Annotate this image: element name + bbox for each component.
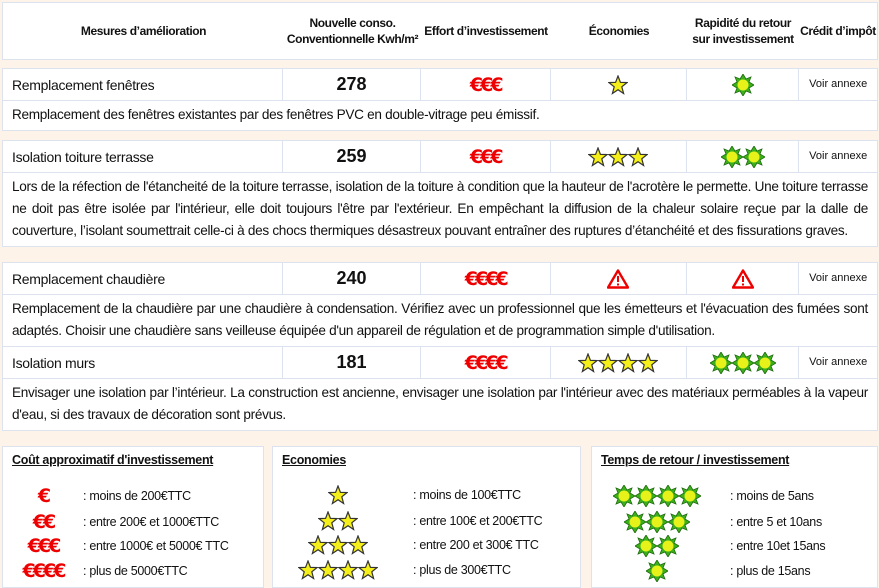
- table-row: [3, 69, 877, 101]
- sun-icon: [710, 352, 732, 374]
- return-rating: [687, 347, 799, 378]
- measure-title: Remplacement fenêtres: [3, 69, 283, 100]
- header-rapidite: Rapidité du retour sur investissement: [692, 16, 794, 46]
- legend-eco-title: Economies: [282, 453, 346, 467]
- warning-icon: [607, 269, 629, 289]
- star-icon: [588, 147, 608, 167]
- star-icon: [638, 353, 658, 373]
- economies-rating: [551, 347, 687, 378]
- sun-icon: [635, 485, 657, 507]
- header-conso: Nouvelle conso. Conventionnelle Kwh/m²: [286, 16, 419, 46]
- legend-cost: [2, 446, 264, 588]
- euro-effort-icon: €€€: [469, 145, 501, 168]
- sun-icon: [732, 74, 754, 96]
- star-icon: [318, 511, 338, 531]
- euro-icon: €€€€: [22, 560, 64, 582]
- credit-link[interactable]: Voir annexe: [809, 272, 868, 284]
- legend-text: : entre 100€ et 200€TTC: [413, 514, 543, 528]
- header-economies: Économies: [588, 24, 650, 38]
- sun-icon: [743, 146, 765, 168]
- header-measure: Mesures d’amélioration: [80, 24, 207, 38]
- return-rating: [687, 69, 799, 100]
- credit-link[interactable]: Voir annexe: [809, 150, 868, 162]
- euro-icon: €€: [32, 511, 54, 533]
- star-icon: [338, 511, 358, 531]
- star-icon: [298, 560, 318, 580]
- euro-effort-icon: €€€: [469, 73, 501, 96]
- header-credit: Crédit d’impôt: [800, 24, 876, 38]
- legend-economies: [272, 446, 581, 588]
- legend-text: : entre 5 et 10ans: [730, 515, 822, 529]
- legend-text: : moins de 200€TTC: [83, 489, 191, 503]
- legend-text: : entre 200€ et 1000€TTC: [83, 515, 219, 529]
- measure-description: Lors de la réfection de l'étancheité de la toiture terrasse, isolation de la toiture à condition que la hauteur de l'acrotère le permette. Une toiture terrasse ne doit pas être isolée par l'intérieur, elle doit toujours l'être par l'extérieur. En empêchant la diffusion de la chaleur solaire reçue par la dalle de couverture, l’isolant soumettrait celle-ci à des chocs thermiques désastreux pouvant entraîner des ruptures d’étanchéité et des fissurations graves.: [12, 179, 868, 238]
- sun-icon: [754, 352, 776, 374]
- credit-link[interactable]: Voir annexe: [809, 356, 868, 368]
- sun-icon: [657, 535, 679, 557]
- table-row: [3, 141, 877, 173]
- sun-icon: [635, 535, 657, 557]
- economies-rating: [551, 263, 687, 294]
- euro-effort-icon: €€€€: [464, 351, 506, 374]
- sun-icon: [679, 485, 701, 507]
- economies-rating: [551, 141, 687, 172]
- legend-text: : plus de 5000€TTC: [83, 564, 188, 578]
- measure-block: [2, 68, 878, 131]
- sun-icon: [613, 485, 635, 507]
- measure-title: Remplacement chaudière: [3, 263, 283, 294]
- warning-icon: [732, 269, 754, 289]
- legend-text: : moins de 100€TTC: [413, 488, 521, 502]
- legend-text: : plus de 15ans: [730, 564, 811, 578]
- legend-return-title: Temps de retour / investissement: [601, 453, 790, 467]
- credit-link[interactable]: Voir annexe: [809, 78, 868, 90]
- legend-text: : entre 1000€ et 5000€ TTC: [83, 539, 229, 553]
- measure-block: [2, 262, 878, 347]
- star-icon: [328, 485, 348, 505]
- star-icon: [338, 560, 358, 580]
- legend-return: [591, 446, 878, 588]
- sun-icon: [646, 560, 668, 582]
- euro-icon: €: [37, 485, 49, 507]
- sun-icon: [657, 485, 679, 507]
- conso-value: 240: [283, 263, 420, 294]
- star-icon: [318, 560, 338, 580]
- star-icon: [348, 535, 368, 555]
- table-row: [3, 263, 877, 295]
- star-icon: [358, 560, 378, 580]
- measure-description: Envisager une isolation par l’intérieur. La construction est ancienne, envisager une isolation par l'intérieur avec des matériaux perméables à la vapeur d'eau, si des travaux de décoration sont prévus.: [12, 385, 868, 422]
- star-icon: [578, 353, 598, 373]
- star-icon: [598, 353, 618, 373]
- conso-value: 278: [283, 69, 420, 100]
- economies-rating: [551, 69, 687, 100]
- legend-text: : moins de 5ans: [730, 489, 814, 503]
- return-rating: [687, 263, 799, 294]
- star-icon: [608, 147, 628, 167]
- sun-icon: [646, 511, 668, 533]
- star-icon: [618, 353, 638, 373]
- legend-text: : entre 200 et 300€ TTC: [413, 538, 539, 552]
- star-icon: [628, 147, 648, 167]
- sun-icon: [624, 511, 646, 533]
- conso-value: 181: [283, 347, 420, 378]
- legend-text: : plus de 300€TTC: [413, 563, 511, 577]
- sun-icon: [668, 511, 690, 533]
- return-rating: [687, 141, 799, 172]
- legend-cost-title: Coût approximatif d'investissement: [12, 453, 214, 467]
- star-icon: [308, 535, 328, 555]
- header-effort: Effort d’investissement: [424, 24, 548, 38]
- star-icon: [608, 75, 628, 95]
- sun-icon: [732, 352, 754, 374]
- measure-description: Remplacement des fenêtres existantes par des fenêtres PVC en double-vitrage peu émissif.: [12, 107, 540, 122]
- measure-title: Isolation murs: [3, 347, 283, 378]
- table-row: [3, 347, 877, 379]
- measure-title: Isolation toiture terrasse: [3, 141, 283, 172]
- conso-value: 259: [283, 141, 420, 172]
- euro-icon: €€€: [27, 535, 59, 557]
- star-icon: [328, 535, 348, 555]
- euro-effort-icon: €€€€: [464, 267, 506, 290]
- table-header: [2, 2, 878, 60]
- sun-icon: [721, 146, 743, 168]
- measure-block: [2, 140, 878, 247]
- legend-text: : entre 10et 15ans: [730, 539, 826, 553]
- measure-block: [2, 346, 878, 431]
- measure-description: Remplacement de la chaudière par une chaudière à condensation. Vérifiez avec un professionnel que les émetteurs et l'évacuation des fumées sont adaptés. Choisir une chaudière sans veilleuse équipée d'un appareil de régulation et de programmation simple d'utilisation.: [12, 301, 868, 338]
